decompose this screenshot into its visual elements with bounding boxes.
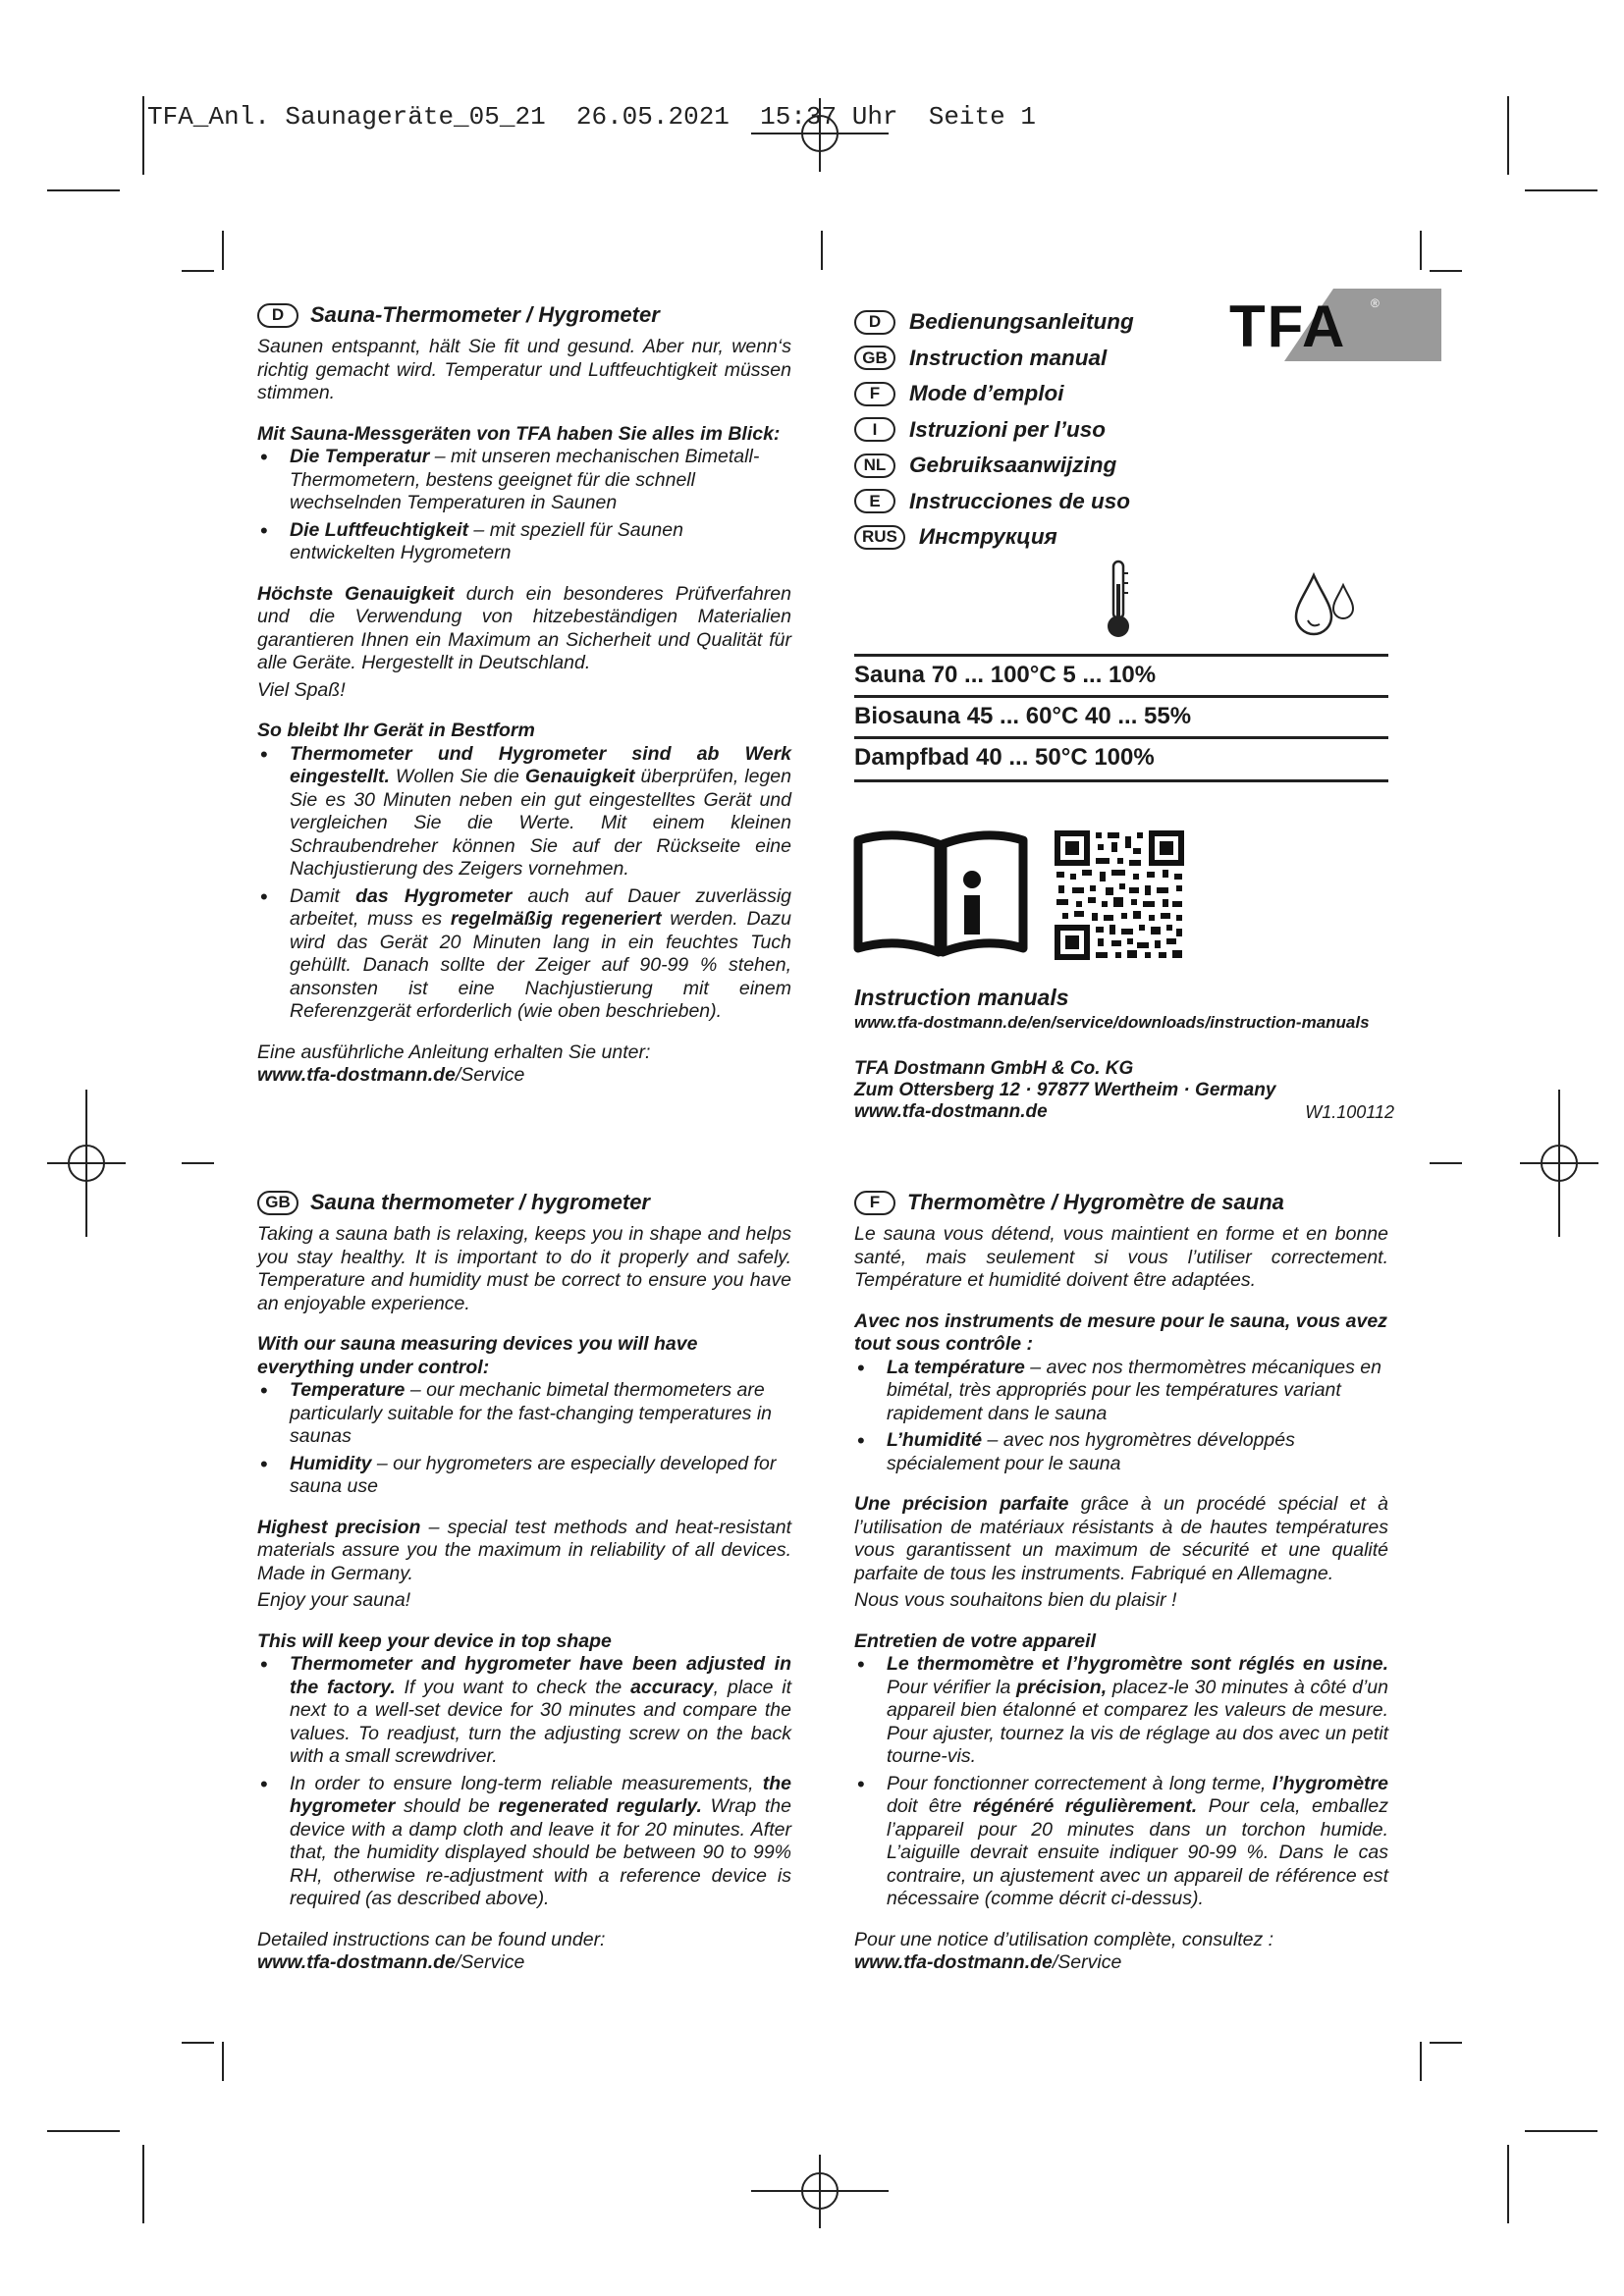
section-gb: [257, 1188, 791, 1975]
subheading: Entretien de votre appareil: [854, 1629, 1096, 1652]
spec-biosauna: Biosauna 45 ... 60°C 40 ... 55%: [854, 695, 1388, 735]
service-link[interactable]: www.tfa-dostmann.de/Service: [257, 1951, 525, 1973]
section-title: Sauna thermometer / hygrometer: [310, 1190, 650, 1215]
manuals-block: [854, 984, 1404, 1035]
more-info: Eine ausführliche Anleitung erhalten Sie unter:: [257, 1041, 651, 1063]
section-gb-heading: [257, 1188, 791, 1217]
logo-registered: ®: [1371, 296, 1380, 310]
lang-badge: D: [257, 303, 298, 328]
list-item: • Humidity – our hygrometers are especially developed for sauna use: [257, 1453, 791, 1499]
list-item: • Pour fonctionner correctement à long terme, l’hygromètre doit être régénéré régulièrement. Pour cela, emballez l’appareil pour 20 minutes dans un torchon humide. L’aiguille devrait ensuite indiquer 90-99 %. Dans le cas contraire, un ajustement avec un appareil de référence est nécessaire (comme décrit ci-dessus).: [854, 1773, 1388, 1911]
language-item: [854, 484, 1208, 520]
language-item: [854, 376, 1208, 412]
language-label: Istruzioni per l’uso: [909, 416, 1107, 442]
humidity-droplets-icon: [1292, 571, 1361, 640]
company-block: [854, 1058, 1394, 1123]
manual-book-icon: [852, 827, 1029, 959]
spec-sauna: Sauna 70 ... 100°C 5 ... 10%: [854, 654, 1388, 694]
subheading: So bleibt Ihr Gerät in Bestform: [257, 720, 535, 741]
language-item: [854, 341, 1208, 377]
subheading: Mit Sauna-Messgeräten von TFA haben Sie alles im Blick:: [257, 422, 781, 445]
language-list: [854, 304, 1208, 556]
thermometer-icon: [1104, 560, 1133, 640]
language-label: Mode d’emploi: [909, 381, 1064, 406]
list-item: • Die Temperatur – mit unseren mechanischen Bimetall-Thermometern, bestens geeignet für die schnell wechselnden Temperaturen in Saunen: [257, 446, 791, 515]
language-item: [854, 412, 1208, 449]
service-link[interactable]: www.tfa-dostmann.de/Service: [854, 1951, 1122, 1973]
more-info: Pour une notice d’utilisation complète, consultez :: [854, 1928, 1274, 1950]
list-item: • La température – avec nos thermomètres mécaniques en bimétal, très appropriés pour les températures variant rapidement dans le sauna: [854, 1357, 1388, 1426]
logo-text: TFA: [1229, 294, 1347, 359]
section-title: Sauna-Thermometer / Hygrometer: [310, 302, 660, 328]
precision-text: Highest precision – special test methods and heat-resistant materials assure you the maximum in reliability of all devices. Made in Germany.: [257, 1516, 792, 1584]
service-link[interactable]: www.tfa-dostmann.de/Service: [257, 1064, 525, 1086]
registration-mark-left: [47, 1090, 126, 1237]
language-label: Instruction manual: [909, 345, 1108, 370]
language-label: Bedienungsanleitung: [909, 309, 1134, 335]
intro: Taking a sauna bath is relaxing, keeps you in shape and helps you stay healthy. It is important to do it properly and safely. Temperature and humidity must be correct to ensure you have an enjoyable experience.: [257, 1223, 791, 1314]
list-item: • Temperature – our mechanic bimetal thermometers are particularly suitable for the fast-changing temperatures in saunas: [257, 1379, 791, 1449]
enjoy-text: Viel Spaß!: [257, 678, 346, 701]
language-item: [854, 448, 1208, 484]
lang-badge: NL: [854, 454, 895, 478]
lang-badge: GB: [257, 1191, 298, 1215]
registration-mark-bottom: [746, 2155, 893, 2228]
lang-badge: RUS: [854, 525, 905, 550]
list-item: • Thermometer and hygrometer have been adjusted in the factory. If you want to check the accuracy, place it next to a well-set device for 30 minutes and compare the values. To readjust, turn the adjusting screw on the back with a small screwdriver.: [257, 1653, 791, 1769]
subheading: With our sauna measuring devices you will have everything under control:: [257, 1333, 698, 1378]
qr-code[interactable]: [1055, 830, 1184, 960]
lang-badge: I: [854, 417, 895, 442]
list-item: • Le thermomètre et l’hygromètre sont réglés en usine. Pour vérifier la précision, placez-le 30 minutes à côté d’un appareil bien étalonné et comparez les valeurs de mesure. Pour ajuster, tournez la vis de réglage au dos avec un petit tourne-vis.: [854, 1653, 1388, 1769]
list-item: • Thermometer und Hygrometer sind ab Werk eingestellt. Wollen Sie die Genauigkeit überprüfen, legen Sie es 30 Minuten neben ein gut eingestelltes Gerät und vergleichen Sie die Werte. Mit einem kleinen Schraubendreher können Sie auf der Rückseite eine Nachjustierung des Zeigers vornehmen.: [257, 743, 791, 881]
language-item: [854, 519, 1208, 556]
manuals-url[interactable]: www.tfa-dostmann.de/en/service/downloads/instruction-manuals: [854, 1013, 1370, 1032]
subheading: This will keep your device in top shape: [257, 1629, 612, 1652]
brand-logo: [1225, 289, 1441, 361]
intro: Saunen entspannt, hält Sie fit und gesund. Aber nur, wenn‘s richtig gemacht wird. Temperatur und Luftfeuchtigkeit müssen stimmen.: [257, 336, 791, 403]
list-item: • Die Luftfeuchtigkeit – mit speziell für Saunen entwickelten Hygrometern: [257, 519, 791, 565]
document-code: W1.100112: [1305, 1102, 1394, 1122]
list-item: • L’humidité – avec nos hygromètres développés spécialement pour le sauna: [854, 1429, 1388, 1475]
section-title: Thermomètre / Hygromètre de sauna: [907, 1190, 1284, 1215]
spec-bottom-rule: [854, 779, 1388, 782]
qr-code-graphic: [1055, 830, 1184, 960]
company-address: Zum Ottersberg 12 · 97877 Wertheim · Germany: [854, 1080, 1276, 1100]
lang-badge: E: [854, 489, 895, 513]
language-item: [854, 304, 1208, 341]
registration-mark-right: [1520, 1090, 1598, 1237]
company-web[interactable]: www.tfa-dostmann.de: [854, 1101, 1048, 1122]
language-label: Instrucciones de uso: [909, 488, 1131, 513]
section-de: [257, 300, 791, 1088]
manuals-title: Instruction manuals: [854, 985, 1069, 1010]
company-name: TFA Dostmann GmbH & Co. KG: [854, 1058, 1134, 1079]
list-item: • Damit das Hygrometer auch auf Dauer zuverlässig arbeitet, muss es regelmäßig regeneriert werden. Dazu wird das Gerät 20 Minuten lang in ein feuchtes Tuch gehüllt. Danach sollte der Zeiger auf 90-99 % stehen, ansonsten ist eine Nachjustierung mit einem Referenzgerät erforderlich (wie oben beschrieben).: [257, 885, 791, 1024]
print-slug: TFA_Anl. Saunageräte_05_21 26.05.2021 15:37 Uhr Seite 1: [147, 102, 1036, 132]
spec-dampfbad: Dampfbad 40 ... 50°C 100%: [854, 736, 1388, 776]
enjoy-text: Enjoy your sauna!: [257, 1589, 411, 1611]
section-fr: [854, 1188, 1388, 1975]
more-info: Detailed instructions can be found under:: [257, 1928, 606, 1950]
section-fr-heading: [854, 1188, 1388, 1217]
language-label: Инструкция: [918, 524, 1057, 550]
intro: Le sauna vous détend, vous maintient en forme et en bonne santé, mais seulement si vous l’utiliser correctement. Température et humidité doivent être adaptées.: [854, 1223, 1388, 1291]
lang-badge: F: [854, 382, 895, 406]
subheading: Avec nos instruments de mesure pour le sauna, vous avez tout sous contrôle :: [854, 1309, 1387, 1355]
lang-badge: GB: [854, 346, 895, 370]
lang-badge: D: [854, 310, 895, 335]
section-de-heading: [257, 300, 791, 330]
list-item: • In order to ensure long-term reliable measurements, the hygrometer should be regenerated regularly. Wrap the device with a damp cloth and leave it for 20 minutes. After that, the humidity displayed should be between 90 to 99% RH, otherwise re-adjustment with a reference device is required (as described above).: [257, 1773, 791, 1911]
lang-badge: F: [854, 1191, 895, 1215]
enjoy-text: Nous vous souhaitons bien du plaisir !: [854, 1589, 1177, 1611]
registration-mark-top: [746, 98, 893, 172]
language-label: Gebruiksaanwijzing: [909, 453, 1117, 478]
precision-text: Höchste Genauigkeit durch ein besonderes Prüfverfahren und die Verwendung von hitzebeständigen Materialien garantieren Ihnen ein Maximum an Sicherheit und Qualität für alle Geräte. Hergestellt in Deutschland.: [257, 582, 791, 673]
precision-text: Une précision parfaite grâce à un procédé spécial et à l’utilisation de matériaux résistants à de hautes températures vous garantissent un maximum de sécurité et une qualité parfaite de tous les instruments. Fabriqué en Allemagne.: [854, 1493, 1388, 1584]
